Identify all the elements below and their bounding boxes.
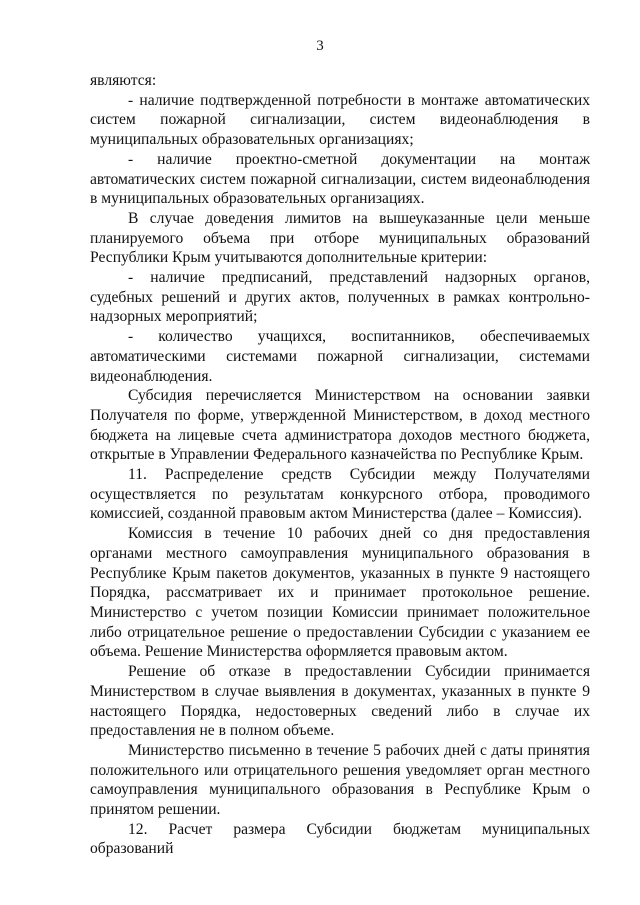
- paragraph-commission: Комиссия в течение 10 рабочих дней со дня предоставления органами местного самоуправления муниципального образования в Республике Крым пакетов документов, указанных в пункте 9 настоящего Порядка, рассматривает их и принимает протокольное решение. Министерство с учетом позиции Комиссии принимает положительное либо отрицательное решение о предоставлении Субсидии с указанием ее объема. Решение Министерства оформляется правовым актом.: [90, 525, 590, 661]
- list-item-design-docs: - наличие проектно-сметной документации на монтаж автоматических систем пожарной сигнализации, систем видеонаблюдения в муниципальных образовательных организациях.: [90, 150, 590, 208]
- paragraph-continuation: являются:: [90, 72, 157, 89]
- page-number: 3: [316, 38, 324, 54]
- document-body: [90, 71, 590, 859]
- list-item-need: - наличие подтвержденной потребности в монтаже автоматических систем пожарной сигнализации, систем видеонаблюдения в муниципальных образовательных организациях;: [90, 91, 590, 149]
- list-item-students: - количество учащихся, воспитанников, обеспечиваемых автоматическими системами пожарной сигнализации, системами видеонаблюдения.: [90, 328, 590, 385]
- paragraph-item-11: 11. Распределение средств Субсидии между Получателями осуществляется по результатам конкурсного отбора, проводимого комиссией, созданной правовым актом Министерства (далее – Комиссия).: [90, 466, 590, 523]
- list-item-orders: - наличие предписаний, представлений надзорных органов, судебных решений и других актов, полученных в рамках контрольно-надзорных мероприятий;: [90, 269, 590, 326]
- paragraph-transfer: Субсидия перечисляется Министерством на основании заявки Получателя по форме, утвержденной Министерством, в доход местного бюджета на лицевые счета администратора доходов местного бюджета, открытые в Управлении Федерального казначейства по Республике Крым.: [90, 387, 590, 464]
- paragraph-notification: Министерство письменно в течение 5 рабочих дней с даты принятия положительного или отрицательного решения уведомляет орган местного самоуправления муниципального образования в Республике Крым о принятом решении.: [90, 741, 590, 819]
- paragraph-limits: В случае доведения лимитов на вышеуказанные цели меньше планируемого объема при отборе муниципальных образований Республики Крым учитываются дополнительные критерии:: [90, 209, 590, 267]
- paragraph-item-12: 12. Расчет размера Субсидии бюджетам муниципальных образований: [90, 820, 590, 858]
- paragraph-refusal: Решение об отказе в предоставлении Субсидии принимается Министерством в случае выявления в документах, указанных в пункте 9 настоящего Порядка, недостоверных сведений либо в случае их предоставления не в полном объеме.: [90, 663, 590, 740]
